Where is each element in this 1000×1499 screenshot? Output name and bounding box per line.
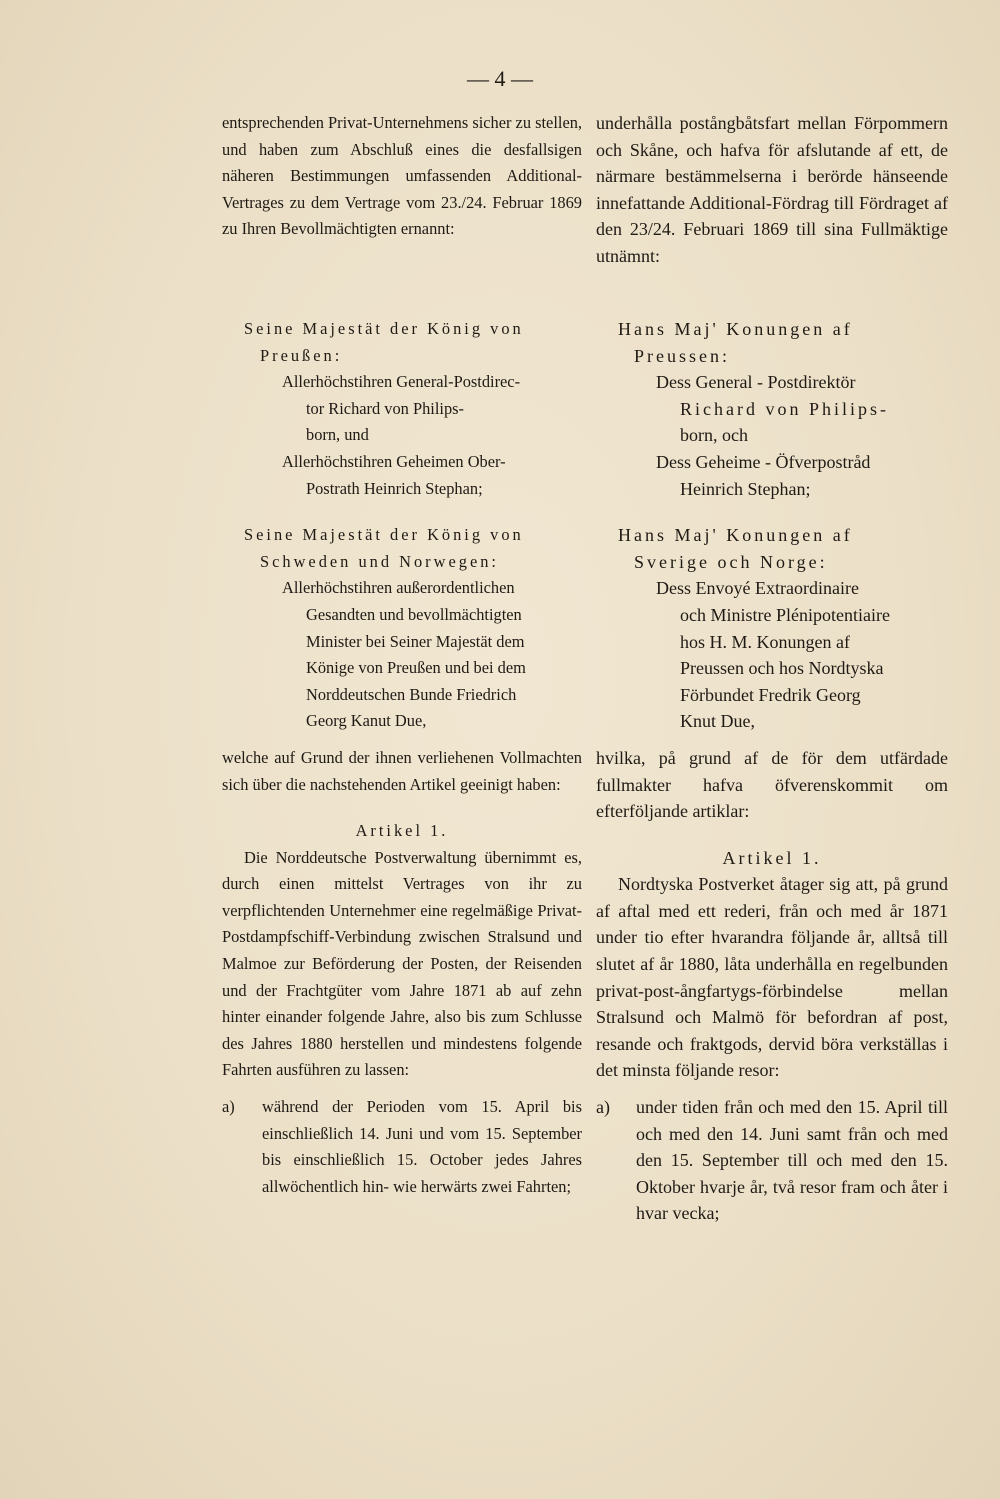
swedish-prussia-heading-2: Preussen: <box>634 345 730 366</box>
swedish-sweden-line: Dess Envoyé Extraordinaire <box>656 578 859 599</box>
swedish-sweden-line: hos H. M. Konungen af <box>680 631 850 652</box>
swedish-sweden-line: och Ministre Plénipotentiaire <box>680 604 890 625</box>
swedish-item-a-text: under tiden från och med den 15. April till och med den 14. Juni samt från och med den 15. September till och med den 15. Oktober hvarje år, två resor fram och åter i hvar vecka; <box>636 1097 948 1224</box>
swedish-prussia-line: Dess Geheime - Öfverpostråd <box>656 451 871 472</box>
page-number: — 4 — <box>467 66 533 91</box>
german-sweden-heading-2: Schweden und Norwegen: <box>260 551 499 571</box>
german-sweden-line: Allerhöchstihren außerordentlichen <box>282 578 515 598</box>
swedish-prussia-heading-1: Hans Maj' Konungen af <box>618 319 853 339</box>
swedish-sweden-line: Knut Due, <box>680 711 755 732</box>
swedish-item-a <box>596 1094 948 1227</box>
german-sweden-line: Könige von Preußen und bei dem <box>306 658 526 678</box>
german-sweden-heading-1: Seine Majestät der König von <box>244 525 524 545</box>
german-prussia-line: tor Richard von Philips- <box>306 398 464 418</box>
swedish-prussia-line: Heinrich Stephan; <box>680 478 811 499</box>
german-prussia-line: born, und <box>306 425 369 445</box>
german-prussia-heading-2: Preußen: <box>260 345 343 365</box>
swedish-sweden-heading-2: Sverige och Norge: <box>634 551 828 572</box>
german-prussia-line: Allerhöchstihren Geheimen Ober- <box>282 451 506 471</box>
swedish-intro: underhålla postångbåtsfart mellan Förpommern och Skåne, och hafva för afslutande af ett, de närmare bestämmelserna i berörde hänseende innefattande Additional-Fördrag till Fördraget af den 23/24. Februari 1869 till sina Fullmäktige utnämnt: <box>596 113 948 266</box>
german-prussia-line: Allerhöchstihren General-Postdirec- <box>282 372 521 392</box>
swedish-sweden-line: Preussen och hos Nordtyska <box>680 658 884 679</box>
swedish-prussia-line: Dess General - Postdirektör <box>656 372 856 393</box>
german-article-title: Artikel 1. <box>355 821 449 841</box>
swedish-article-title: Artikel 1. <box>722 847 822 868</box>
german-sweden-line: Minister bei Seiner Majestät dem <box>306 631 525 651</box>
swedish-prussia-line: born, och <box>680 425 748 446</box>
german-sweden-line: Georg Kanut Due, <box>306 711 427 731</box>
german-item-a-text: während der Perioden vom 15. April bis einschließlich 14. Juni und vom 15. September bis einschließlich 15. October jedes Jahres allwöchentlich hin- wie herwärts zwei Fahrten; <box>262 1097 582 1196</box>
swedish-sweden-line: Förbundet Fredrik Georg <box>680 684 861 705</box>
swedish-column <box>596 110 948 1227</box>
german-column <box>222 110 582 1200</box>
swedish-prussia-line: Richard von Philips- <box>680 398 889 419</box>
german-prussia-heading-1: Seine Majestät der König von <box>244 319 524 338</box>
swedish-agreed-paragraph: hvilka, på grund af de för dem utfärdade fullmakter hafva öfverenskommit om efterföljande artiklar: <box>596 747 948 822</box>
german-sweden-line: Norddeutschen Bunde Friedrich <box>306 684 517 704</box>
german-sweden-line: Gesandten und bevollmächtigten <box>306 604 522 624</box>
german-prussia-line: Postrath Heinrich Stephan; <box>306 478 483 498</box>
swedish-article-body: Nordtyska Postverket åtager sig att, på grund af aftal med ett rederi, från och med år 1871 under tio efter hvarandra följande år, alltså till slutet af år 1880, låta underhålla en regelbunden privat-post-ångfartygs-förbindelse mellan Stralsund och Malmö för befordran af post, resande och fraktgods, dervid böra verkställas i det minsta följande resor: <box>596 874 948 1081</box>
german-intro: entsprechenden Privat-Unternehmens sicher zu stellen, und haben zum Abschluß eines die desfallsigen näheren Bestimmungen umfassenden Additional-Vertrages zu dem Vertrage vom 23./24. Februar 1869 zu Ihren Bevollmächtigten ernannt: <box>222 113 583 239</box>
german-article-body: Die Norddeutsche Postverwaltung übernimmt es, durch einen mittelst Vertrages von ihr zu verpflichtenden Unternehmer eine regelmäßige Privat-Postdampfschiff-Verbindung zwischen Stralsund und Malmoe zur Beförderung der Posten, der Reisenden und der Frachtgüter vom Jahre 1871 ab auf zehn hinter einander folgende Jahre, also bis zum Schlusse des Jahres 1880 herstellen und mindestens folgende Fahrten ausführen zu lassen: <box>222 847 582 1080</box>
swedish-sweden-heading-1: Hans Maj' Konungen af <box>618 525 853 546</box>
swedish-item-a-marker: a) <box>596 1097 610 1118</box>
german-item-a-marker: a) <box>222 1097 235 1117</box>
german-item-a <box>222 1094 582 1200</box>
german-agreed-paragraph: welche auf Grund der ihnen verliehenen Vollmachten sich über die nachstehenden Artikel geeinigt haben: <box>222 747 582 794</box>
